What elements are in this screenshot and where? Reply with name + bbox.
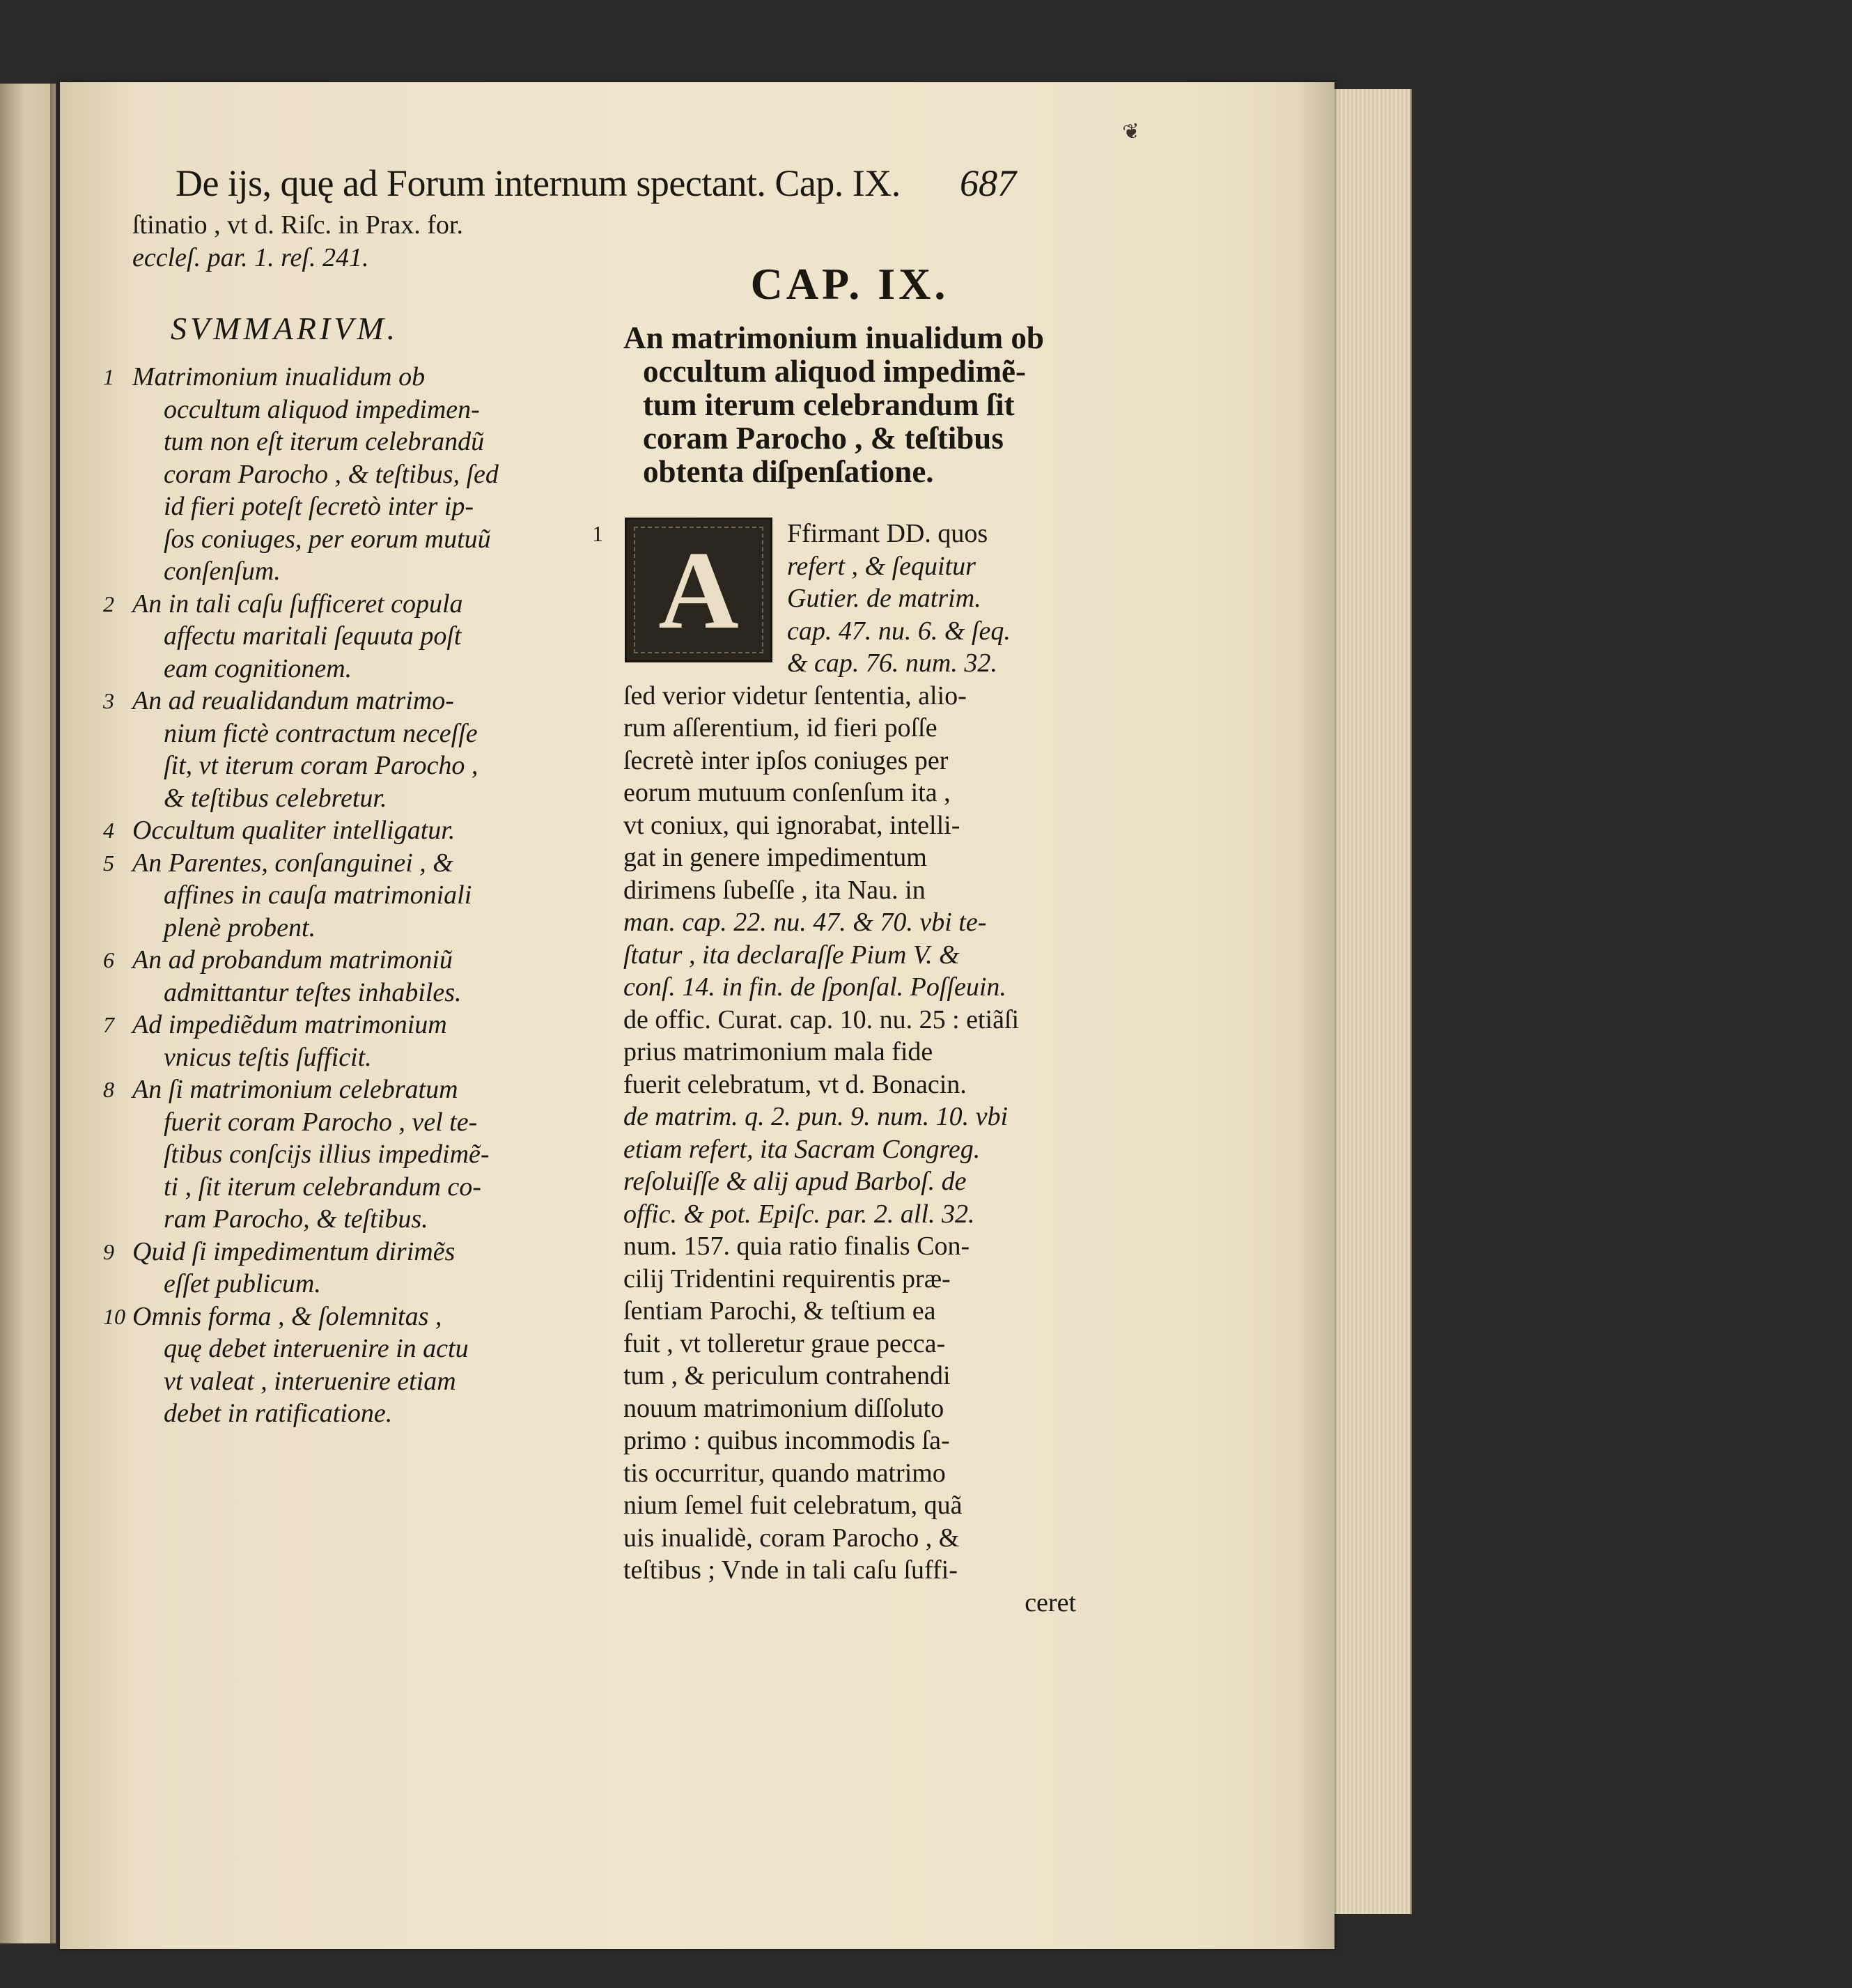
- summary-line: ſit, vt iterum coram Parocho ,: [164, 751, 478, 780]
- body-line: tis occurritur, quando matrimo: [623, 1458, 946, 1488]
- intro-line: eccleſ. par. 1. reſ. 241.: [132, 242, 369, 272]
- chapter-title: [623, 321, 1076, 488]
- summary-item: [103, 847, 585, 945]
- body-line: de offic. Curat. cap. 10. nu. 25 : etiãſi: [623, 1004, 1020, 1034]
- summary-number: 6: [103, 947, 114, 972]
- title-line: obtenta diſpenſatione.: [643, 454, 934, 489]
- body-line: offic. & pot. Epiſc. par. 2. all. 32.: [623, 1199, 975, 1229]
- summary-item: [103, 361, 585, 588]
- body-line: de matrim. q. 2. pun. 9. num. 10. vbi: [623, 1102, 1009, 1131]
- summary-line: An Parentes, conſanguinei , &: [132, 848, 453, 878]
- summary-number: 5: [103, 850, 114, 876]
- summary-line: vnicus teſtis ſufficit.: [164, 1042, 372, 1072]
- page-right-shadow: [1295, 82, 1334, 1949]
- page-number: 687: [960, 162, 1016, 204]
- drop-line: Ffirmant DD. quos: [787, 519, 988, 548]
- body-text: [592, 518, 1076, 1619]
- summary-number: 3: [103, 688, 114, 713]
- drop-line: cap. 47. nu. 6. & ſeq.: [787, 616, 1011, 646]
- summary-line: tum non eſt iterum celebrandũ: [164, 427, 485, 456]
- paragraph-number: 1: [592, 521, 603, 546]
- summary-line: admittantur teſtes inhabiles.: [164, 977, 462, 1007]
- drop-line: Gutier. de matrim.: [787, 584, 981, 613]
- summary-line: eam cognitionem.: [164, 653, 352, 683]
- running-head: De ijs, quę ad Forum internum spectant. Cap. IX.: [176, 162, 901, 204]
- summary-line: nium fictè contractum neceſſe: [164, 718, 478, 748]
- body-line: man. cap. 22. nu. 47. & 70. vbi te-: [623, 908, 987, 937]
- body-line: eorum mutuum conſenſum ita ,: [623, 778, 951, 807]
- summary-item: [103, 814, 585, 847]
- summary-line: Omnis forma , & ſolemnitas ,: [132, 1301, 442, 1331]
- summary-line: Ad impediẽdum matrimonium: [132, 1010, 447, 1039]
- right-column: [592, 254, 1076, 1619]
- summary-line: eſſet publicum.: [164, 1269, 321, 1298]
- summary-line: ſos coniuges, per eorum mutuũ: [164, 524, 491, 554]
- summary-line: affines in cauſa matrimoniali: [164, 880, 472, 910]
- summary-item: [103, 1300, 585, 1430]
- summarium-title: SVMMARIVM.: [171, 311, 399, 346]
- summary-line: Quid ſi impedimentum dirimẽs: [132, 1236, 456, 1266]
- ornamental-drop-cap: A: [625, 518, 772, 662]
- summary-line: An ſi matrimonium celebratum: [132, 1075, 458, 1104]
- body-line: num. 157. quia ratio finalis Con-: [623, 1232, 970, 1261]
- body-line: vt coniux, qui ignorabat, intelli-: [623, 810, 960, 840]
- body-line: dirimens ſubeſſe , ita Nau. in: [623, 875, 926, 905]
- body-line: prius matrimonium mala fide: [623, 1037, 933, 1066]
- summary-number: 10: [103, 1303, 125, 1329]
- title-line: occultum aliquod impedimẽ-: [643, 354, 1027, 389]
- body-line: fuerit celebratum, vt d. Bonacin.: [623, 1069, 967, 1099]
- summary-item: [103, 1073, 585, 1236]
- body-line: reſoluiſſe & alij apud Barboſ. de: [623, 1167, 967, 1196]
- summary-line: conſenſum.: [164, 557, 281, 586]
- summary-line: Matrimonium inualidum ob: [132, 362, 426, 391]
- summary-item: [103, 1009, 585, 1073]
- body-line: teſtibus ; Vnde in tali caſu ſuffi-: [623, 1555, 958, 1585]
- catchword: ceret: [1025, 1587, 1076, 1617]
- body-line: gat in genere impedimentum: [623, 843, 927, 872]
- left-column: [103, 209, 585, 1430]
- summary-number: 2: [103, 591, 114, 616]
- summary-list: [103, 361, 585, 1430]
- summary-item: [103, 588, 585, 685]
- body-line: primo : quibus incommodis ſa-: [623, 1426, 950, 1455]
- summary-number: 7: [103, 1012, 114, 1037]
- summary-number: 4: [103, 818, 114, 843]
- body-line: ſentiam Parochi, & teſtium ea: [623, 1296, 936, 1326]
- title-line: An matrimonium inualidum ob: [623, 320, 1044, 355]
- body-line: nouum matrimonium diſſoluto: [623, 1393, 944, 1423]
- summary-line: fuerit coram Parocho , vel te-: [164, 1107, 478, 1137]
- body-line: uis inualidè, coram Parocho , &: [623, 1523, 960, 1553]
- drop-line: & cap. 76. num. 32.: [787, 649, 997, 678]
- summary-line: plenè probent.: [164, 913, 316, 942]
- chapter-heading: CAP. IX.: [750, 259, 949, 309]
- summary-line: affectu maritali ſequuta poſt: [164, 621, 462, 651]
- summary-line: ti , ſit iterum celebrandum co-: [164, 1172, 481, 1202]
- body-line: cilij Tridentini requirentis præ-: [623, 1264, 951, 1294]
- drop-line: refert , & ſequitur: [787, 551, 976, 581]
- summary-item: [103, 944, 585, 1009]
- summary-line: id fieri poteſt ſecretò inter ip-: [164, 492, 474, 521]
- title-line: tum iterum celebrandum ſit: [643, 387, 1015, 422]
- summary-line: An in tali caſu ſufficeret copula: [132, 589, 463, 619]
- left-page-edge: [0, 84, 56, 1943]
- body-line: ſtatur , ita declaraſſe Pium V. &: [623, 940, 960, 970]
- summary-line: Occultum qualiter intelligatur.: [132, 816, 456, 845]
- body-line: nium ſemel fuit celebratum, quã: [623, 1491, 963, 1520]
- body-line: tum , & periculum contrahendi: [623, 1361, 951, 1390]
- summary-line: ram Parocho, & teſtibus.: [164, 1204, 428, 1234]
- summary-number: 8: [103, 1077, 114, 1102]
- summary-line: & teſtibus celebretur.: [164, 783, 387, 813]
- summary-line: debet in ratificatione.: [164, 1399, 393, 1428]
- ink-mark-icon: ❦: [1121, 119, 1142, 145]
- body-line: ſecretè inter ipſos coniuges per: [623, 745, 949, 775]
- summary-line: vt valeat , interuenire etiam: [164, 1366, 456, 1396]
- summary-line: coram Parocho , & teſtibus, ſed: [164, 459, 499, 489]
- summary-line: ſtibus conſcijs illius impedimẽ-: [164, 1140, 490, 1169]
- summary-item: [103, 1236, 585, 1300]
- summary-item: [103, 685, 585, 814]
- summary-line: An ad probandum matrimoniũ: [132, 945, 453, 974]
- summary-line: occultum aliquod impedimen-: [164, 394, 480, 424]
- body-line: ſed verior videtur ſententia, alio-: [623, 681, 967, 710]
- intro-line: ſtinatio , vt d. Riſc. in Prax. for.: [132, 210, 463, 240]
- page-stack-edge: [1327, 89, 1412, 1914]
- summary-line: An ad reualidandum matrimo-: [132, 686, 454, 715]
- body-line: conſ. 14. in fin. de ſponſal. Poſſeuin.: [623, 972, 1006, 1002]
- body-line: rum aſſerentium, id fieri poſſe: [623, 713, 937, 743]
- summary-number: 1: [103, 364, 114, 389]
- title-line: coram Parocho , & teſtibus: [643, 421, 1004, 456]
- body-line: fuit , vt tolleretur graue pecca-: [623, 1328, 946, 1358]
- body-line: etiam refert, ita Sacram Congreg.: [623, 1134, 981, 1164]
- summary-line: quę debet interuenire in actu: [164, 1334, 469, 1363]
- summary-number: 9: [103, 1238, 114, 1264]
